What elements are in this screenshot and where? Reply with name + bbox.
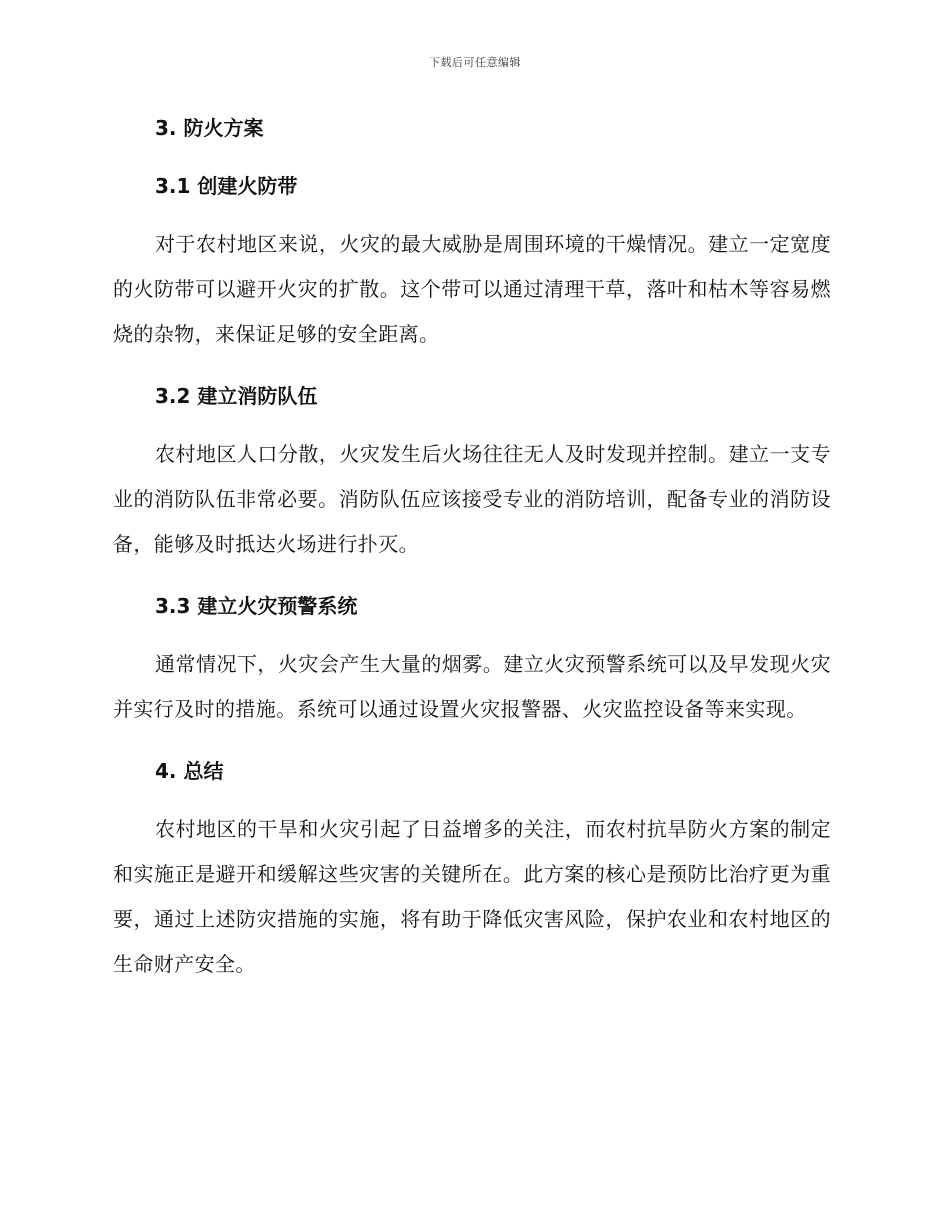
subsection-heading-3-2: 3.2 建立消防队伍 bbox=[155, 384, 318, 408]
subsection-heading-3-1: 3.1 创建火防带 bbox=[155, 174, 298, 198]
document-body bbox=[113, 108, 831, 1006]
section-heading-fire-plan: 3. 防火方案 bbox=[155, 116, 264, 140]
subsection-heading-3-3: 3.3 建立火灾预警系统 bbox=[155, 594, 358, 618]
paragraph-summary: 农村地区的干旱和火灾引起了日益增多的关注，而农村抗旱防火方案的制定和实施正是避开和缓解这些灾害的关键所在。此方案的核心是预防比治疗更为重要，通过上述防灾措施的实施，将有助于降低灾害风险，保护农业和农村地区的生命财产安全。 bbox=[113, 817, 831, 976]
section-heading-summary: 4. 总结 bbox=[155, 759, 224, 783]
paragraph-3-1: 对于农村地区来说，火灾的最大威胁是周围环境的干燥情况。建立一定宽度的火防带可以避开火灾的扩散。这个带可以通过清理干草，落叶和枯木等容易燃烧的杂物，来保证足够的安全距离。 bbox=[113, 232, 831, 346]
page-header: 下载后可任意编辑 bbox=[429, 56, 521, 69]
paragraph-3-3: 通常情况下，火灾会产生大量的烟雾。建立火灾预警系统可以及早发现火灾并实行及时的措施。系统可以通过设置火灾报警器、火灾监控设备等来实现。 bbox=[113, 652, 831, 721]
paragraph-3-2: 农村地区人口分散，火灾发生后火场往往无人及时发现并控制。建立一支专业的消防队伍非常必要。消防队伍应该接受专业的消防培训，配备专业的消防设备，能够及时抵达火场进行扑灭。 bbox=[113, 442, 831, 556]
